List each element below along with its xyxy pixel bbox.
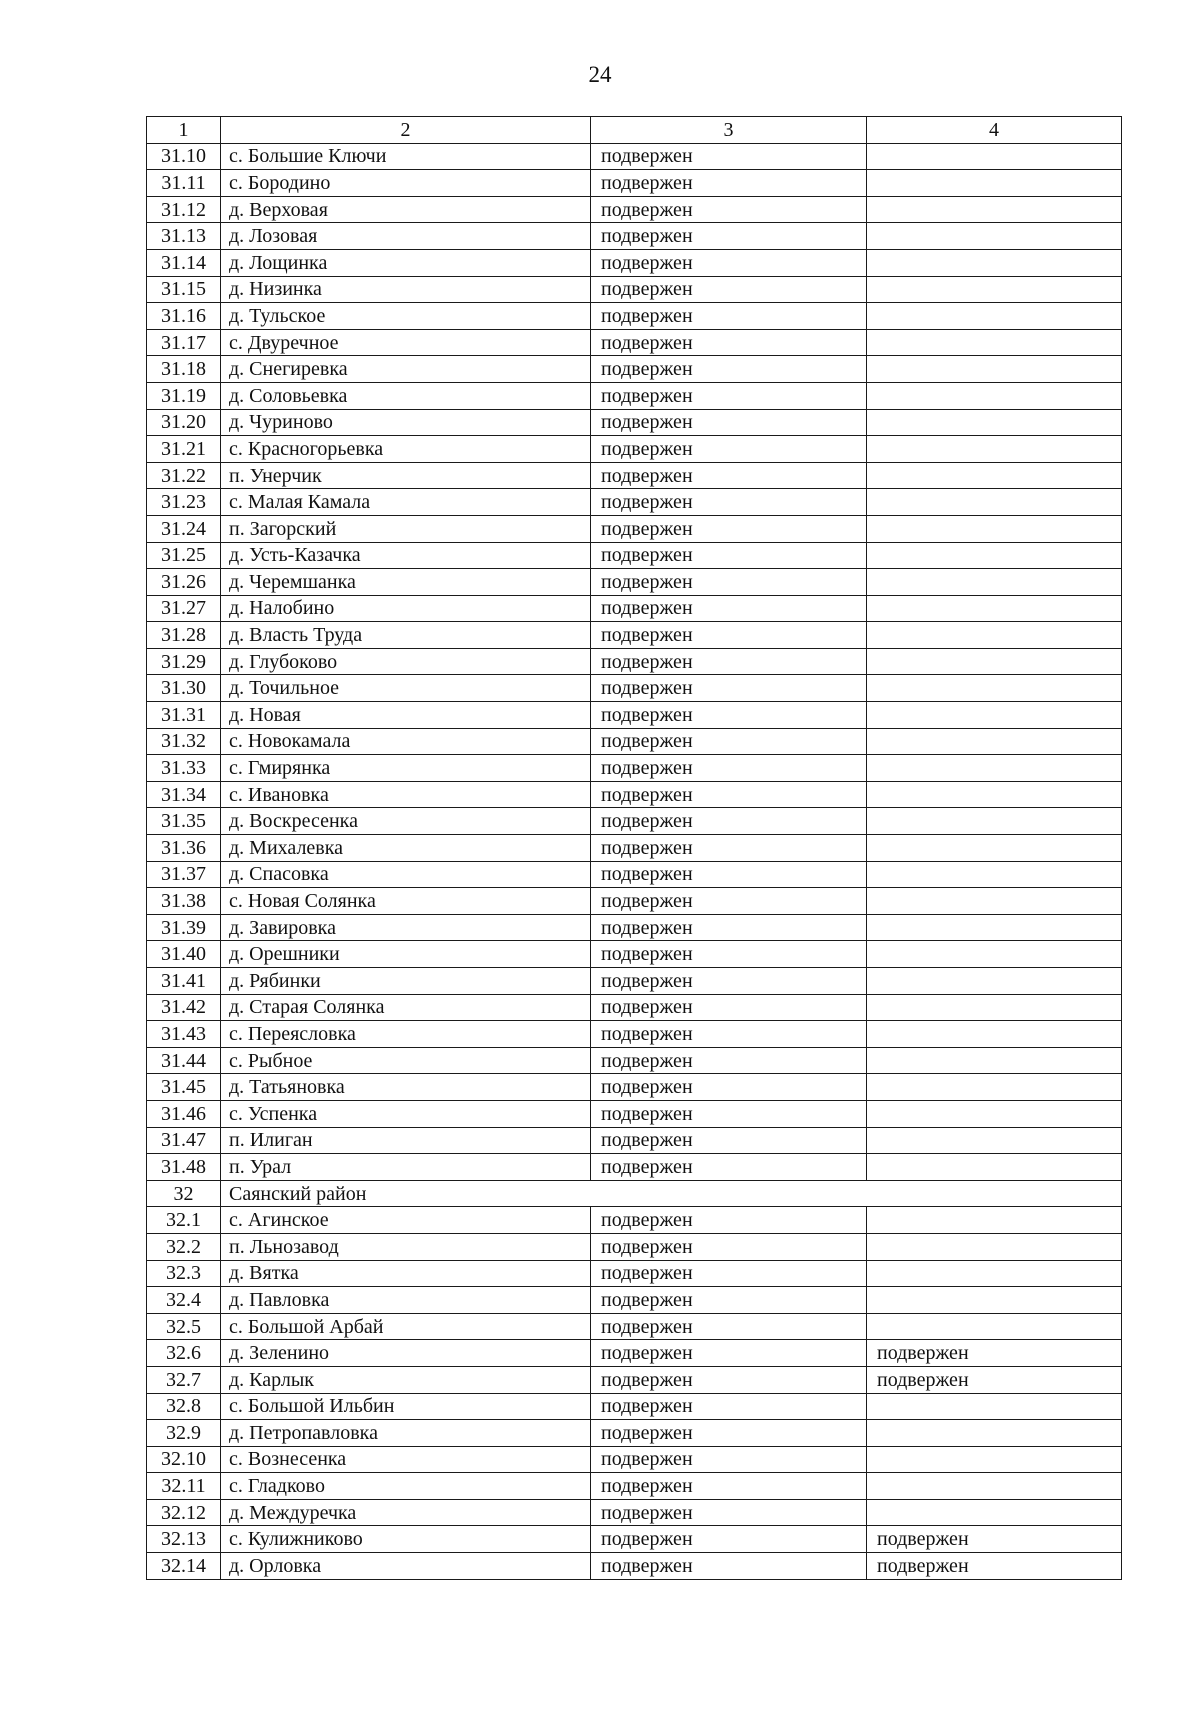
column-3-value: подвержен xyxy=(591,170,867,197)
column-3-value: подвержен xyxy=(591,329,867,356)
column-4-value xyxy=(867,276,1122,303)
column-4-value xyxy=(867,1260,1122,1287)
settlement-name: п. Загорский xyxy=(221,515,591,542)
column-4-value xyxy=(867,702,1122,729)
settlement-name: с. Агинское xyxy=(221,1207,591,1234)
table-body xyxy=(147,143,1122,1579)
table-row xyxy=(147,196,1122,223)
row-number: 32.9 xyxy=(147,1420,221,1447)
settlement-name: д. Зеленино xyxy=(221,1340,591,1367)
row-number: 32.8 xyxy=(147,1393,221,1420)
column-3-value: подвержен xyxy=(591,1393,867,1420)
row-number: 31.12 xyxy=(147,196,221,223)
table-row xyxy=(147,1473,1122,1500)
column-header-1: 1 xyxy=(147,117,221,144)
column-3-value: подвержен xyxy=(591,888,867,915)
column-4-value xyxy=(867,223,1122,250)
row-number: 31.43 xyxy=(147,1021,221,1048)
column-3-value: подвержен xyxy=(591,622,867,649)
settlements-table xyxy=(146,116,1122,1580)
settlement-name: с. Новая Солянка xyxy=(221,888,591,915)
column-4-value xyxy=(867,1313,1122,1340)
column-3-value: подвержен xyxy=(591,515,867,542)
settlement-name: с. Переясловка xyxy=(221,1021,591,1048)
column-3-value: подвержен xyxy=(591,1207,867,1234)
column-3-value: подвержен xyxy=(591,1313,867,1340)
column-header-4: 4 xyxy=(867,117,1122,144)
column-3-value: подвержен xyxy=(591,1287,867,1314)
table-row xyxy=(147,1553,1122,1580)
column-3-value: подвержен xyxy=(591,1021,867,1048)
table-header-row xyxy=(147,117,1122,144)
column-4-value xyxy=(867,143,1122,170)
table-row xyxy=(147,1393,1122,1420)
column-4-value xyxy=(867,1473,1122,1500)
column-3-value: подвержен xyxy=(591,595,867,622)
column-3-value: подвержен xyxy=(591,1473,867,1500)
settlement-name: д. Павловка xyxy=(221,1287,591,1314)
column-4-value xyxy=(867,1047,1122,1074)
row-number: 31.41 xyxy=(147,968,221,995)
column-4-value xyxy=(867,303,1122,330)
column-3-value: подвержен xyxy=(591,196,867,223)
column-3-value: подвержен xyxy=(591,941,867,968)
table-row xyxy=(147,994,1122,1021)
row-number: 31.18 xyxy=(147,356,221,383)
column-3-value: подвержен xyxy=(591,1047,867,1074)
column-4-value xyxy=(867,941,1122,968)
row-number: 31.34 xyxy=(147,781,221,808)
column-3-value: подвержен xyxy=(591,276,867,303)
column-4-value: подвержен xyxy=(867,1553,1122,1580)
settlement-name: д. Орловка xyxy=(221,1553,591,1580)
table-row xyxy=(147,728,1122,755)
settlement-name: д. Рябинки xyxy=(221,968,591,995)
row-number: 31.15 xyxy=(147,276,221,303)
settlement-name: с. Малая Камала xyxy=(221,489,591,516)
table-row xyxy=(147,1154,1122,1181)
row-number: 32 xyxy=(147,1180,221,1207)
row-number: 31.44 xyxy=(147,1047,221,1074)
table-row xyxy=(147,436,1122,463)
column-3-value: подвержен xyxy=(591,861,867,888)
row-number: 31.13 xyxy=(147,223,221,250)
column-4-value: подвержен xyxy=(867,1366,1122,1393)
column-4-value xyxy=(867,1100,1122,1127)
table-row xyxy=(147,489,1122,516)
column-3-value: подвержен xyxy=(591,755,867,782)
column-3-value: подвержен xyxy=(591,489,867,516)
settlement-name: д. Налобино xyxy=(221,595,591,622)
table-row xyxy=(147,861,1122,888)
settlement-name: с. Гладково xyxy=(221,1473,591,1500)
column-3-value: подвержен xyxy=(591,675,867,702)
column-4-value xyxy=(867,1021,1122,1048)
table-row xyxy=(147,1287,1122,1314)
settlement-name: с. Большой Ильбин xyxy=(221,1393,591,1420)
row-number: 31.14 xyxy=(147,249,221,276)
column-4-value xyxy=(867,542,1122,569)
row-number: 31.39 xyxy=(147,914,221,941)
row-number: 31.17 xyxy=(147,329,221,356)
settlement-name: д. Усть-Казачка xyxy=(221,542,591,569)
settlement-name: д. Татьяновка xyxy=(221,1074,591,1101)
row-number: 32.1 xyxy=(147,1207,221,1234)
settlement-name: с. Вознесенка xyxy=(221,1446,591,1473)
row-number: 32.5 xyxy=(147,1313,221,1340)
column-3-value: подвержен xyxy=(591,648,867,675)
settlement-name: с. Кулижниково xyxy=(221,1526,591,1553)
column-3-value: подвержен xyxy=(591,223,867,250)
row-number: 31.26 xyxy=(147,569,221,596)
table-row xyxy=(147,1233,1122,1260)
column-4-value xyxy=(867,329,1122,356)
settlement-name: д. Чуриново xyxy=(221,409,591,436)
table-row xyxy=(147,595,1122,622)
table-row xyxy=(147,276,1122,303)
column-4-value xyxy=(867,1154,1122,1181)
row-number: 31.22 xyxy=(147,462,221,489)
settlement-name: д. Власть Труда xyxy=(221,622,591,649)
settlement-name: д. Соловьевка xyxy=(221,382,591,409)
column-3-value: подвержен xyxy=(591,1366,867,1393)
column-3-value: подвержен xyxy=(591,1154,867,1181)
column-4-value xyxy=(867,755,1122,782)
column-header-2: 2 xyxy=(221,117,591,144)
table-row xyxy=(147,143,1122,170)
table-row xyxy=(147,249,1122,276)
column-4-value xyxy=(867,1446,1122,1473)
settlement-name: д. Тульское xyxy=(221,303,591,330)
column-3-value: подвержен xyxy=(591,835,867,862)
settlement-name: д. Петропавловка xyxy=(221,1420,591,1447)
column-3-value: подвержен xyxy=(591,1100,867,1127)
settlement-name: д. Глубоково xyxy=(221,648,591,675)
table-row xyxy=(147,462,1122,489)
row-number: 31.16 xyxy=(147,303,221,330)
column-3-value: подвержен xyxy=(591,1420,867,1447)
table-row xyxy=(147,702,1122,729)
table-row xyxy=(147,1021,1122,1048)
table-row xyxy=(147,968,1122,995)
column-4-value xyxy=(867,1233,1122,1260)
column-4-value xyxy=(867,781,1122,808)
column-3-value: подвержен xyxy=(591,808,867,835)
row-number: 32.11 xyxy=(147,1473,221,1500)
row-number: 32.4 xyxy=(147,1287,221,1314)
row-number: 31.11 xyxy=(147,170,221,197)
row-number: 32.7 xyxy=(147,1366,221,1393)
table-row xyxy=(147,409,1122,436)
table-row xyxy=(147,1446,1122,1473)
table-row xyxy=(147,1526,1122,1553)
column-4-value xyxy=(867,1074,1122,1101)
table-row xyxy=(147,542,1122,569)
row-number: 31.42 xyxy=(147,994,221,1021)
column-3-value: подвержен xyxy=(591,249,867,276)
settlement-name: с. Гмирянка xyxy=(221,755,591,782)
settlement-name: с. Успенка xyxy=(221,1100,591,1127)
column-4-value: подвержен xyxy=(867,1340,1122,1367)
settlement-name: п. Илиган xyxy=(221,1127,591,1154)
column-4-value xyxy=(867,515,1122,542)
column-4-value: подвержен xyxy=(867,1526,1122,1553)
settlement-name: с. Новокамала xyxy=(221,728,591,755)
table-row xyxy=(147,622,1122,649)
settlement-name: д. Орешники xyxy=(221,941,591,968)
settlement-name: д. Воскресенка xyxy=(221,808,591,835)
settlement-name: д. Точильное xyxy=(221,675,591,702)
column-4-value xyxy=(867,569,1122,596)
column-3-value: подвержен xyxy=(591,1260,867,1287)
settlement-name: с. Красногорьевка xyxy=(221,436,591,463)
table-row xyxy=(147,1313,1122,1340)
table-row xyxy=(147,808,1122,835)
column-3-value: подвержен xyxy=(591,1553,867,1580)
column-4-value xyxy=(867,382,1122,409)
table-row xyxy=(147,1499,1122,1526)
column-3-value: подвержен xyxy=(591,409,867,436)
table-row xyxy=(147,1260,1122,1287)
settlement-name: д. Новая xyxy=(221,702,591,729)
settlement-name: п. Урал xyxy=(221,1154,591,1181)
settlement-name: с. Бородино xyxy=(221,170,591,197)
column-4-value xyxy=(867,1207,1122,1234)
column-3-value: подвержен xyxy=(591,1526,867,1553)
table-row xyxy=(147,1100,1122,1127)
row-number: 31.10 xyxy=(147,143,221,170)
settlement-name: д. Верховая xyxy=(221,196,591,223)
row-number: 31.20 xyxy=(147,409,221,436)
settlement-name: п. Унерчик xyxy=(221,462,591,489)
table-row xyxy=(147,675,1122,702)
row-number: 31.27 xyxy=(147,595,221,622)
settlement-name: д. Завировка xyxy=(221,914,591,941)
row-number: 31.36 xyxy=(147,835,221,862)
column-4-value xyxy=(867,808,1122,835)
column-3-value: подвержен xyxy=(591,436,867,463)
column-4-value xyxy=(867,648,1122,675)
table-row xyxy=(147,835,1122,862)
column-3-value: подвержен xyxy=(591,1446,867,1473)
column-3-value: подвержен xyxy=(591,143,867,170)
row-number: 32.13 xyxy=(147,1526,221,1553)
column-4-value xyxy=(867,1499,1122,1526)
row-number: 31.47 xyxy=(147,1127,221,1154)
column-3-value: подвержен xyxy=(591,303,867,330)
column-4-value xyxy=(867,994,1122,1021)
settlement-name: д. Лощинка xyxy=(221,249,591,276)
column-4-value xyxy=(867,1420,1122,1447)
row-number: 31.38 xyxy=(147,888,221,915)
column-4-value xyxy=(867,436,1122,463)
column-4-value xyxy=(867,170,1122,197)
column-header-3: 3 xyxy=(591,117,867,144)
table-row xyxy=(147,914,1122,941)
column-4-value xyxy=(867,356,1122,383)
table-row xyxy=(147,1127,1122,1154)
column-4-value xyxy=(867,728,1122,755)
settlement-name: д. Михалевка xyxy=(221,835,591,862)
column-3-value: подвержен xyxy=(591,994,867,1021)
column-3-value: подвержен xyxy=(591,462,867,489)
column-4-value xyxy=(867,1393,1122,1420)
column-3-value: подвержен xyxy=(591,914,867,941)
table-row xyxy=(147,1074,1122,1101)
settlement-name: с. Двуречное xyxy=(221,329,591,356)
row-number: 32.14 xyxy=(147,1553,221,1580)
table-row xyxy=(147,755,1122,782)
row-number: 31.23 xyxy=(147,489,221,516)
section-row xyxy=(147,1180,1122,1207)
row-number: 31.40 xyxy=(147,941,221,968)
column-3-value: подвержен xyxy=(591,542,867,569)
settlement-name: д. Карлык xyxy=(221,1366,591,1393)
column-3-value: подвержен xyxy=(591,382,867,409)
column-3-value: подвержен xyxy=(591,1127,867,1154)
settlement-name: д. Вятка xyxy=(221,1260,591,1287)
column-3-value: подвержен xyxy=(591,356,867,383)
table-row xyxy=(147,329,1122,356)
settlement-name: д. Снегиревка xyxy=(221,356,591,383)
column-4-value xyxy=(867,595,1122,622)
settlement-name: д. Лозовая xyxy=(221,223,591,250)
column-3-value: подвержен xyxy=(591,1233,867,1260)
column-3-value: подвержен xyxy=(591,968,867,995)
settlement-name: п. Льнозавод xyxy=(221,1233,591,1260)
column-3-value: подвержен xyxy=(591,1340,867,1367)
row-number: 32.10 xyxy=(147,1446,221,1473)
table-row xyxy=(147,382,1122,409)
settlement-name: д. Черемшанка xyxy=(221,569,591,596)
settlement-name: с. Большой Арбай xyxy=(221,1313,591,1340)
row-number: 32.2 xyxy=(147,1233,221,1260)
table-row xyxy=(147,1207,1122,1234)
row-number: 31.21 xyxy=(147,436,221,463)
row-number: 31.48 xyxy=(147,1154,221,1181)
row-number: 31.35 xyxy=(147,808,221,835)
row-number: 31.37 xyxy=(147,861,221,888)
settlement-name: с. Ивановка xyxy=(221,781,591,808)
table-row xyxy=(147,1340,1122,1367)
column-4-value xyxy=(867,835,1122,862)
table-row xyxy=(147,888,1122,915)
row-number: 32.6 xyxy=(147,1340,221,1367)
table-row xyxy=(147,356,1122,383)
row-number: 31.29 xyxy=(147,648,221,675)
column-4-value xyxy=(867,914,1122,941)
row-number: 31.32 xyxy=(147,728,221,755)
table-row xyxy=(147,648,1122,675)
settlement-name: д. Старая Солянка xyxy=(221,994,591,1021)
row-number: 31.24 xyxy=(147,515,221,542)
settlement-name: с. Рыбное xyxy=(221,1047,591,1074)
column-4-value xyxy=(867,622,1122,649)
settlement-name: д. Спасовка xyxy=(221,861,591,888)
column-3-value: подвержен xyxy=(591,1074,867,1101)
column-3-value: подвержен xyxy=(591,1499,867,1526)
column-4-value xyxy=(867,196,1122,223)
table-row xyxy=(147,569,1122,596)
row-number: 31.28 xyxy=(147,622,221,649)
row-number: 31.33 xyxy=(147,755,221,782)
table-row xyxy=(147,781,1122,808)
column-4-value xyxy=(867,1287,1122,1314)
row-number: 32.3 xyxy=(147,1260,221,1287)
row-number: 31.46 xyxy=(147,1100,221,1127)
settlement-name: с. Большие Ключи xyxy=(221,143,591,170)
column-3-value: подвержен xyxy=(591,569,867,596)
column-4-value xyxy=(867,1127,1122,1154)
row-number: 31.25 xyxy=(147,542,221,569)
row-number: 31.45 xyxy=(147,1074,221,1101)
row-number: 31.30 xyxy=(147,675,221,702)
table-row xyxy=(147,515,1122,542)
column-4-value xyxy=(867,249,1122,276)
row-number: 31.19 xyxy=(147,382,221,409)
column-4-value xyxy=(867,968,1122,995)
column-4-value xyxy=(867,861,1122,888)
table-row xyxy=(147,223,1122,250)
settlement-name: д. Низинка xyxy=(221,276,591,303)
column-3-value: подвержен xyxy=(591,702,867,729)
column-3-value: подвержен xyxy=(591,728,867,755)
table-row xyxy=(147,1047,1122,1074)
column-4-value xyxy=(867,409,1122,436)
table-row xyxy=(147,1366,1122,1393)
column-3-value: подвержен xyxy=(591,781,867,808)
page-number: 24 xyxy=(588,62,612,87)
column-4-value xyxy=(867,462,1122,489)
column-4-value xyxy=(867,489,1122,516)
column-4-value xyxy=(867,675,1122,702)
row-number: 32.12 xyxy=(147,1499,221,1526)
table-row xyxy=(147,170,1122,197)
table-row xyxy=(147,941,1122,968)
row-number: 31.31 xyxy=(147,702,221,729)
district-title: Саянский район xyxy=(221,1180,1122,1207)
table-row xyxy=(147,303,1122,330)
table-row xyxy=(147,1420,1122,1447)
settlement-name: д. Междуречка xyxy=(221,1499,591,1526)
column-4-value xyxy=(867,888,1122,915)
